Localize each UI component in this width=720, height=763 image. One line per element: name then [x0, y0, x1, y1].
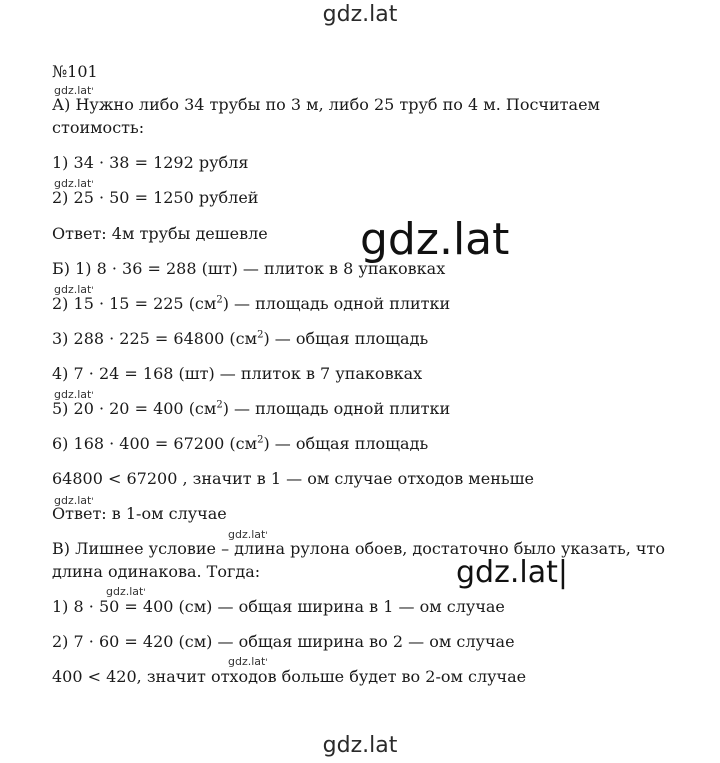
watermark-bottom: gdz.lat	[322, 733, 398, 758]
part-c-intro-line1: В) Лишнее условие – длина рулона обоев, достаточно было указать, что	[52, 539, 665, 558]
part-b-step2-rest: ) — площадь одной плитки	[222, 294, 451, 313]
watermark-top: gdz.lat	[322, 2, 398, 27]
part-a-step2: 2) 25 · 50 = 1250 рублей	[52, 188, 259, 207]
problem-number: №101	[52, 62, 98, 81]
part-b-comparison: 64800 < 67200 , значит в 1 — ом случае отходов меньше	[52, 469, 534, 488]
part-a-answer: Ответ: 4м трубы дешевле	[52, 224, 268, 243]
part-b-step5-text: 5) 20 · 20 = 400 (см	[52, 399, 217, 418]
watermark-small: gdz.lat '	[228, 655, 268, 668]
part-c-step2: 2) 7 · 60 = 420 (см) — общая ширина во 2 — ом случае	[52, 632, 515, 651]
superscript: 2	[216, 399, 223, 411]
watermark-small: gdz.lat '	[54, 494, 94, 507]
part-b-step6-rest: ) — общая площадь	[263, 434, 429, 453]
part-b-step5-rest: ) — площадь одной плитки	[222, 399, 451, 418]
part-b-answer: Ответ: в 1-ом случае	[52, 504, 227, 523]
watermark-small: gdz.lat '	[106, 585, 146, 598]
part-b-step3	[52, 329, 428, 349]
superscript: 2	[257, 329, 264, 341]
part-b-step6-text: 6) 168 · 400 = 67200 (см	[52, 434, 258, 453]
part-b-step1: Б) 1) 8 · 36 = 288 (шт) — плиток в 8 упаковках	[52, 259, 446, 278]
part-c-step1: 1) 8 · 50 = 400 (см) — общая ширина в 1 — ом случае	[52, 597, 505, 616]
superscript: 2	[216, 294, 223, 306]
part-b-step3-text: 3) 288 · 225 = 64800 (см	[52, 329, 258, 348]
watermark-large: gdz.lat|	[456, 555, 568, 590]
part-a-intro-line1: А) Нужно либо 34 трубы по 3 м, либо 25 труб по 4 м. Посчитаем	[52, 95, 600, 114]
part-b-step5	[52, 399, 450, 419]
part-b-step6	[52, 434, 428, 454]
watermark-small: gdz.lat '	[54, 177, 94, 190]
part-b-step3-rest: ) — общая площадь	[263, 329, 429, 348]
watermark-small: gdz.lat '	[228, 528, 268, 541]
watermark-small: gdz.lat '	[54, 388, 94, 401]
superscript: 2	[257, 434, 264, 446]
watermark-small: gdz.lat '	[54, 84, 94, 97]
watermark-small: gdz.lat '	[54, 283, 94, 296]
part-c-comparison: 400 < 420, значит отходов больше будет во 2-ом случае	[52, 667, 527, 686]
part-b-step2-text: 2) 15 · 15 = 225 (см	[52, 294, 217, 313]
watermark-large: gdz.lat	[360, 214, 510, 265]
part-a-intro-line2: стоимость:	[52, 118, 145, 137]
part-c-intro-line2: длина одинакова. Тогда:	[52, 562, 261, 581]
part-b-step2	[52, 294, 450, 314]
part-a-step1: 1) 34 · 38 = 1292 рубля	[52, 153, 249, 172]
part-b-step4: 4) 7 · 24 = 168 (шт) — плиток в 7 упаковках	[52, 364, 423, 383]
